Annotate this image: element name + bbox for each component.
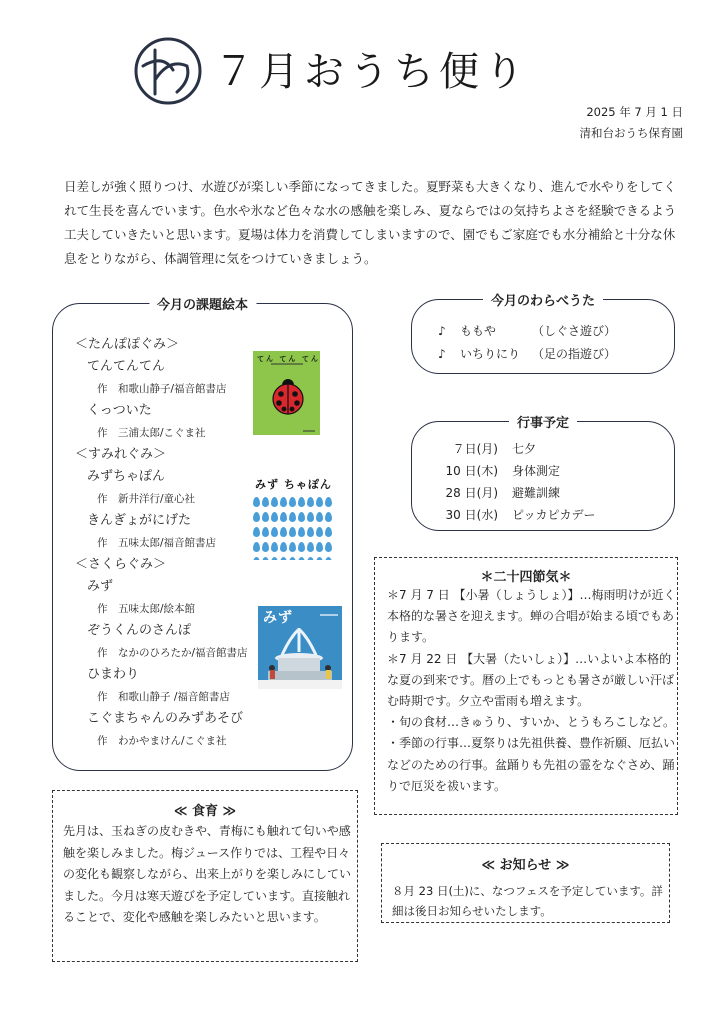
- class-heading: ＜すみれぐみ＞: [75, 447, 167, 462]
- issue-date: 2025 年 7 月 1 日: [586, 105, 683, 119]
- events-title: 行事予定: [509, 412, 577, 431]
- warabe-name: ももや: [460, 324, 497, 338]
- warabe-uta-box: [411, 294, 675, 374]
- cover-title: みず: [263, 610, 293, 626]
- book-author: 作 和歌山静子/福音館書店: [97, 383, 227, 395]
- solar-terms-box: [374, 557, 678, 815]
- events-box: [411, 416, 675, 531]
- event-row: [438, 462, 560, 479]
- warabe-item: [438, 345, 616, 362]
- water-drops-icon: [252, 496, 338, 560]
- cover-title: みず ちゃぽん: [255, 478, 332, 491]
- book-title: みず: [87, 579, 114, 594]
- event-date: 28 日(月): [445, 486, 498, 500]
- notice-box: [381, 843, 670, 923]
- music-note-icon: ♪: [438, 347, 446, 361]
- solar-term-paragraph: ・季節の行事…夏祭りは先祖供養、豊作祈願、厄払いなどのための行事。盆踊りも先祖の霊をなぐさめ、踊りで厄災を祓います。: [387, 736, 676, 793]
- warabe-type: （しぐさ遊び）: [532, 324, 617, 338]
- solar-term-paragraph: ＊7 月 22 日 【大暑（たいしょ）】…いよいよ本格的な夏の到来です。暦の上でもっとも暑さが厳しい汗ばむ時期です。夕立や雷雨も増えます。: [387, 651, 675, 709]
- cover-title: てん てん てん: [257, 355, 320, 363]
- class-heading: ＜たんぽぽぐみ＞: [75, 337, 180, 352]
- book-title: ぞうくんのさんぽ: [87, 623, 192, 638]
- event-date: 30 日(水): [445, 508, 498, 522]
- warabe-type: （足の指遊び）: [532, 347, 617, 361]
- event-name: 七夕: [512, 442, 537, 456]
- intro-paragraph: 日差しが強く照りつけ、水遊びが楽しい季節になってきました。夏野菜も大きくなり、進んで水やりをしてくれて生長を喜んでいます。色水や氷など色々な水の感触を楽しみ、夏ならではの気持ちよさを経験できるよう工夫していきたいと思います。夏場は体力を消費してしまいますので、園でもご家庭でも水分補給と十分な休息をとりながら、体調管理に気をつけていきましょう。: [64, 179, 677, 266]
- cover-subtitle-line: [271, 363, 303, 365]
- book-cover-mizu: [258, 606, 342, 689]
- solar-terms-title: ＊二十四節気＊: [480, 570, 572, 585]
- event-name: 避難訓練: [512, 486, 561, 500]
- picture-books-title: 今月の課題絵本: [149, 294, 256, 313]
- event-name: 身体測定: [512, 464, 561, 478]
- warabe-name: いちりにり: [460, 347, 521, 361]
- cover-publisher-mark: [303, 430, 315, 432]
- event-row: [438, 484, 560, 501]
- event-row: [438, 440, 536, 457]
- solar-terms-body: [387, 585, 677, 797]
- book-author: 作 和歌山静子 /福音館書店: [97, 691, 230, 703]
- food-education-title: ≪ 食育 ≫: [173, 804, 237, 819]
- organization-name: 清和台おうち保育園: [579, 126, 683, 140]
- solar-term-paragraph: ・旬の食材…きゅうり、すいか、とうもろこしなど。: [387, 715, 676, 730]
- book-title: くっついた: [87, 403, 152, 418]
- picture-books-box: [52, 298, 353, 771]
- cover-author-mark: [320, 614, 338, 616]
- fountain-illustration-icon: [258, 624, 342, 689]
- book-title: てんてんてん: [87, 359, 166, 374]
- event-date: 10 日(木): [445, 464, 498, 478]
- book-author: 作 五味太郎/福音館書店: [97, 537, 217, 549]
- book-author: 作 五味太郎/絵本館: [97, 603, 196, 615]
- nursery-logo-icon: [133, 36, 203, 106]
- event-name: ピッカピカデー: [512, 508, 596, 522]
- notice-title: ≪ お知らせ ≫: [481, 858, 570, 873]
- book-cover-tententen: [253, 351, 320, 435]
- book-title: ひまわり: [87, 667, 140, 682]
- solar-term-paragraph: ＊7 月 7 日 【小暑（しょうしょ）】…梅雨明けが近く本格的な暑さを迎えます。蝉の合唱が始まる頃でもあります。: [387, 588, 676, 645]
- food-education-box: [52, 790, 358, 962]
- book-author: 作 新井洋行/童心社: [97, 493, 196, 505]
- book-title: きんぎょがにげた: [87, 513, 192, 528]
- class-heading: ＜さくらぐみ＞: [75, 557, 167, 572]
- book-author: 作 三浦太郎/こぐま社: [97, 427, 206, 439]
- page-title: ７月おうち便り: [214, 49, 529, 95]
- book-cover-mizuchapon: [249, 476, 340, 560]
- warabe-uta-title: 今月のわらべうた: [483, 290, 603, 309]
- notice-body: ８月 23 日(土)に、なつフェスを予定しています。詳細は後日お知らせいたします。: [392, 884, 663, 918]
- ladybug-icon: [268, 376, 308, 416]
- warabe-item: [438, 322, 616, 339]
- book-title: こぐまちゃんのみずあそび: [87, 711, 244, 726]
- event-row: [438, 506, 596, 523]
- music-note-icon: ♪: [438, 324, 446, 338]
- food-education-body: 先月は、玉ねぎの皮むきや、青梅にも触れて匂いや感触を楽しみました。梅ジュース作りでは、工程や日々の変化も観察しながら、出来上がりを楽しみにしていました。今月は寒天遊びを予定しています。直接触れることで、変化や感触を楽しみたいと思います。: [63, 824, 352, 924]
- book-author: 作 わかやまけん/こぐま社: [97, 735, 227, 747]
- book-title: みずちゃぽん: [87, 469, 166, 484]
- book-author: 作 なかのひろたか/福音館書店: [97, 647, 248, 659]
- event-date: ７日(月): [452, 442, 498, 456]
